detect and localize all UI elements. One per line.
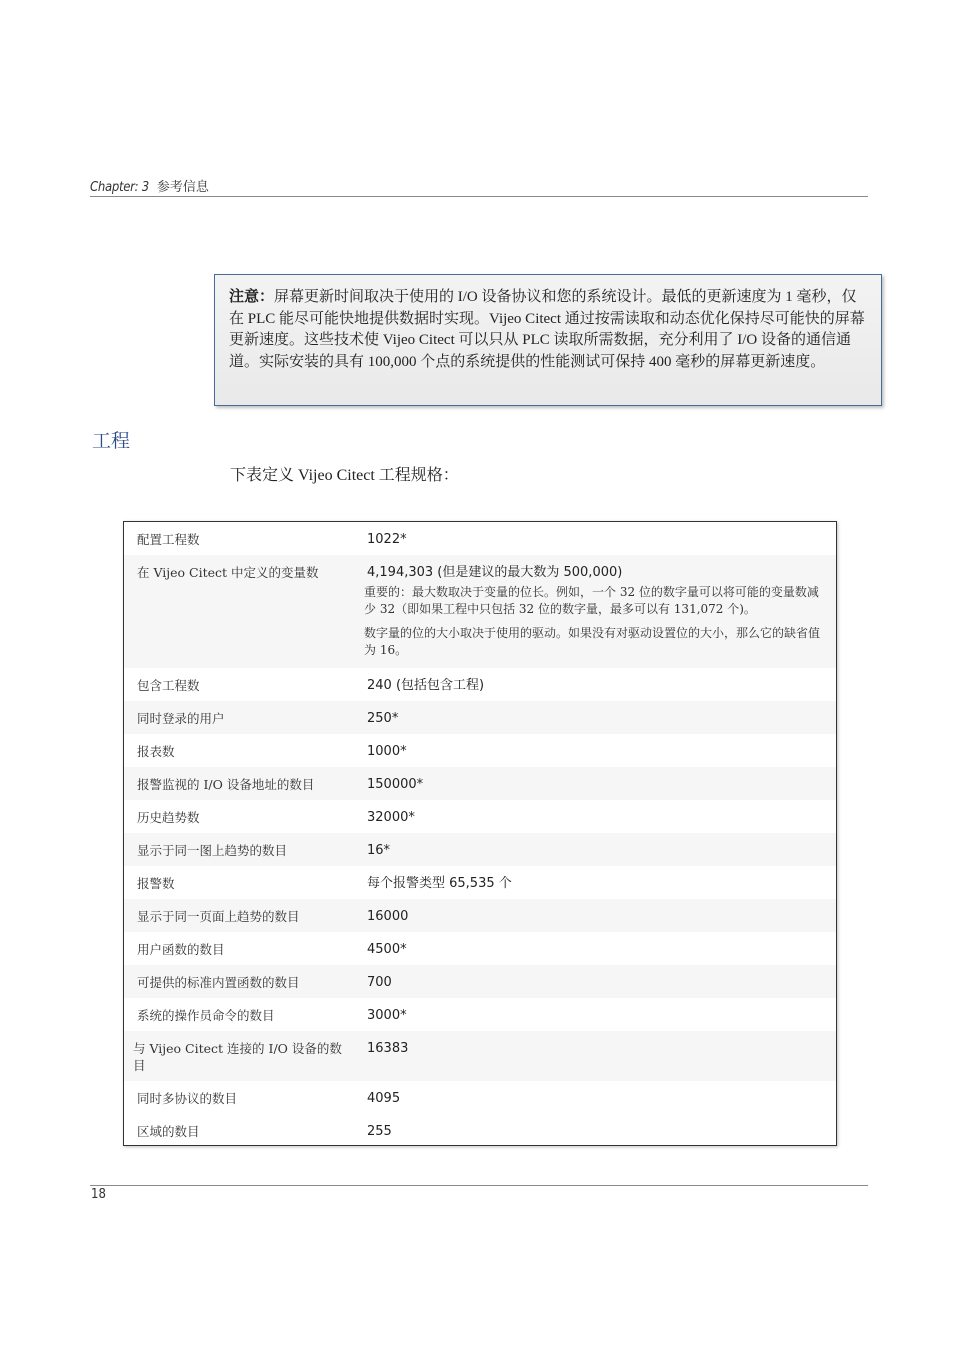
table-row xyxy=(124,701,836,734)
row-label: 同时多协议的数目 xyxy=(137,1091,238,1106)
table-row xyxy=(124,1114,836,1145)
note-box xyxy=(214,274,882,406)
row-note-important: 重要的：最大数取决于变量的位长。例如，一个 32 位的数字量可以将可能的变量数减少 32（即如果工程中只包括 32 位的数字量，最多可以有 131,072 个)。 xyxy=(364,585,819,616)
section-title: 工程 xyxy=(92,430,131,452)
row-value: 1000* xyxy=(367,744,407,759)
row-value: 255 xyxy=(367,1124,392,1139)
table-row xyxy=(124,767,836,800)
row-label: 配置工程数 xyxy=(137,532,200,547)
row-note-bitsize: 数字量的位的大小取决于使用的驱动。如果没有对驱动设置位的大小，那么它的缺省值为 16。 xyxy=(364,626,821,657)
row-label: 历史趋势数 xyxy=(137,810,200,825)
table-row xyxy=(124,866,836,899)
row-value: 32000* xyxy=(367,810,415,825)
row-label: 用户函数的数目 xyxy=(137,942,225,957)
row-label: 可提供的标准内置函数的数目 xyxy=(137,975,300,990)
table-row xyxy=(124,899,836,932)
row-label: 报警数 xyxy=(137,876,175,891)
row-label: 包含工程数 xyxy=(137,678,200,693)
page-number: 18 xyxy=(91,1187,106,1202)
note-label: 注意： xyxy=(229,289,275,305)
note-text: 屏幕更新时间取决于使用的 I/O 设备协议和您的系统设计。最低的更新速度为 1 毫秒，仅在 PLC 能尽可能快地提供数据时实现。Vijeo Citect 通过按需读取和动态优化保持尽可能快的屏幕更新速度。这些技术使 Vijeo Citect 可以只从 PLC 读取所需数据，充分利用了 I/O 设备的通信通道。实际安装的具有 100,000 个点的系统提供的性能测试可保持 400 毫秒的屏幕更新速度。 xyxy=(229,289,865,370)
row-value: 4095 xyxy=(367,1091,401,1106)
intro-text: 下表定义 Vijeo Citect 工程规格： xyxy=(230,467,459,484)
row-value: 1022* xyxy=(367,532,407,547)
row-label: 在 Vijeo Citect 中定义的变量数 xyxy=(137,565,319,580)
row-label: 显示于同一页面上趋势的数目 xyxy=(137,909,300,924)
row-value: 16* xyxy=(367,843,391,858)
chapter-label: Chapter: 3 xyxy=(90,180,149,195)
table-row xyxy=(124,833,836,866)
table-row xyxy=(124,734,836,767)
table-row xyxy=(124,932,836,965)
row-value: 4500* xyxy=(367,942,407,957)
row-value: 240 (包括包含工程) xyxy=(367,678,485,693)
table-row xyxy=(124,965,836,998)
page-header xyxy=(90,176,868,197)
row-value: 每个报警类型 65,535 个 xyxy=(367,876,512,891)
footer-divider xyxy=(90,1185,868,1186)
row-value: 16383 xyxy=(367,1041,409,1056)
row-value: 4,194,303 (但是建议的最大数为 500,000) xyxy=(367,565,623,580)
row-label: 同时登录的用户 xyxy=(137,711,225,726)
row-label: 报警监视的 I/O 设备地址的数目 xyxy=(137,777,315,792)
table-row xyxy=(124,668,836,701)
table-row xyxy=(124,1031,836,1081)
section-label: 参考信息 xyxy=(156,180,209,195)
row-value: 250* xyxy=(367,711,399,726)
row-label: 显示于同一图上趋势的数目 xyxy=(137,843,288,858)
row-value: 3000* xyxy=(367,1008,407,1023)
row-value: 150000* xyxy=(367,777,424,792)
row-label: 与 Vijeo Citect 连接的 I/O 设备的数目 xyxy=(133,1041,342,1073)
spec-table xyxy=(123,521,837,1146)
table-row xyxy=(124,800,836,833)
table-row xyxy=(124,998,836,1031)
table-row xyxy=(124,522,836,555)
table-row xyxy=(124,1081,836,1114)
row-value: 16000 xyxy=(367,909,409,924)
row-label: 区域的数目 xyxy=(137,1124,200,1139)
table-row xyxy=(124,555,836,668)
row-label: 系统的操作员命令的数目 xyxy=(137,1008,275,1023)
row-value: 700 xyxy=(367,975,392,990)
row-label: 报表数 xyxy=(137,744,175,759)
